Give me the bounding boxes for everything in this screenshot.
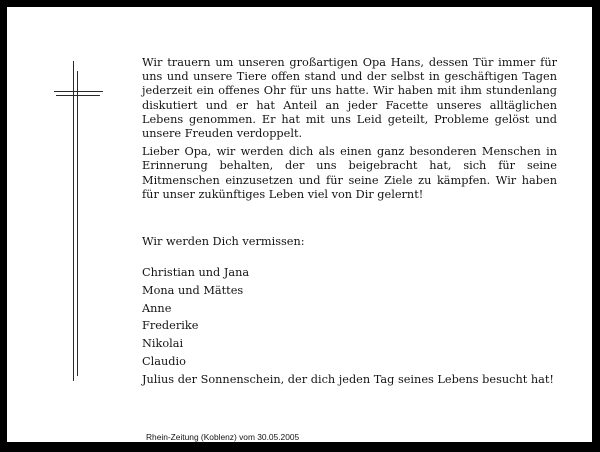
- mourner-name: Frederike: [142, 319, 199, 333]
- mourner-name: Nikolai: [142, 337, 184, 351]
- mourner-name: Anne: [142, 301, 172, 315]
- source-citation: Rhein-Zeitung (Koblenz) vom 30.05.2005: [146, 432, 300, 442]
- mourner-list: [142, 264, 572, 389]
- obituary-page: [7, 7, 592, 442]
- paragraph-remembrance: Lieber Opa, wir werden dich als einen ganz besonderen Menschen in Erinnerung behalten, der uns beigebracht hat, sich für seine Mitmenschen einzusetzen und für seine Ziele zu kämpfen. Wir haben für unser zukünftiges Leben viel von Dir gelernt!: [142, 145, 557, 201]
- mourner-name: Claudio: [142, 354, 186, 368]
- mourner-name: Mona und Mättes: [142, 283, 244, 297]
- obituary-text: [142, 56, 557, 202]
- farewell-line: Wir werden Dich vermissen:: [142, 235, 305, 248]
- mourner-name: Julius der Sonnenschein, der dich jeden Tag seines Lebens besucht hat!: [142, 372, 554, 386]
- paragraph-tribute: Wir trauern um unseren großartigen Opa Hans, dessen Tür immer für uns und unsere Tiere offen stand und der selbst in geschäftigen Tagen jederzeit ein offenes Ohr für uns hatte. Wir haben mit ihm stundenlang diskutiert und er hat Anteil an jeder Facette unseres alltäglichen Lebens genommen. Er hat mit uns Leid geteilt, Probleme gelöst und unsere Freuden verdoppelt.: [142, 56, 557, 141]
- mourner-name: Christian und Jana: [142, 266, 250, 279]
